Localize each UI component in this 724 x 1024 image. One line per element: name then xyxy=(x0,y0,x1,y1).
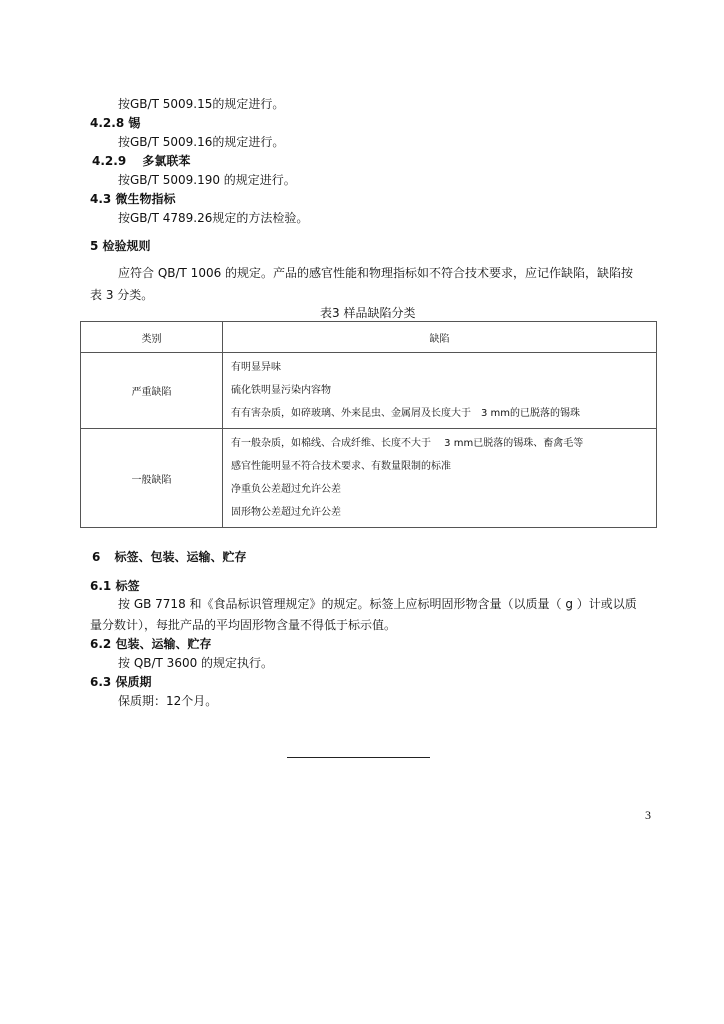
sec-5-paragraph-line2: 表 3 分类。 xyxy=(90,288,154,302)
sec-6-2-number: 6.2 xyxy=(90,637,112,651)
sec-6-1-title: 标签 xyxy=(115,579,140,593)
defect-classification-table xyxy=(80,321,657,528)
defect-item: 感官性能明显不符合技术要求、有数量限制的标准 xyxy=(231,461,451,472)
sec-6-1-line2: 量分数计），每批产品的平均固形物含量不得低于标示值。 xyxy=(90,618,397,632)
sec-4-2-9-title: 多氯联苯 xyxy=(142,154,191,168)
defect-item: 有有害杂质，如碎玻璃、外来昆虫、金属屑及长度大于 3 mm的已脱落的锡珠 xyxy=(231,408,581,419)
sec-4-3-number: 4.3 xyxy=(90,192,112,206)
sec-4-2-9-heading xyxy=(92,153,190,169)
defect-list-general xyxy=(223,429,657,528)
table-row-general xyxy=(81,429,657,528)
sec-4-2-8-title: 锡 xyxy=(128,116,141,130)
sec-4-3-text: 按GB/T 4789.26规定的方法检验。 xyxy=(118,211,309,225)
sec-6-3-title: 保质期 xyxy=(115,675,152,689)
table-caption: 表3 样品缺陷分类 xyxy=(320,306,416,320)
header-defect: 缺陷 xyxy=(223,322,657,353)
sec-6-1-number: 6.1 xyxy=(90,579,112,593)
defect-item: 有明显异味 xyxy=(231,362,281,373)
sec-5-paragraph xyxy=(90,262,670,306)
sec-6-3-heading xyxy=(90,674,151,690)
sec-4-3-heading xyxy=(90,191,175,207)
sec-6-2-title: 包装、运输、贮存 xyxy=(115,637,212,651)
sec-4-3-title: 微生物指标 xyxy=(115,192,176,206)
defect-item: 硫化铁明显污染内容物 xyxy=(231,385,331,396)
page-number: 3 xyxy=(645,808,651,822)
sec-4-2-9-text: 按GB/T 5009.190 的规定进行。 xyxy=(118,173,296,187)
sec-6-2-heading xyxy=(90,636,211,652)
sec-4-2-8-text: 按GB/T 5009.16的规定进行。 xyxy=(118,135,285,149)
end-of-document-rule xyxy=(287,757,430,758)
sec-5-heading xyxy=(90,238,151,254)
defect-item: 净重负公差超过允许公差 xyxy=(231,484,341,495)
defect-item: 有一般杂质，如棉线、合成纤维、长度不大于 3 mm已脱落的锡珠、畜禽毛等 xyxy=(231,438,584,449)
sec-6-1-paragraph xyxy=(90,594,670,636)
sec-6-3-number: 6.3 xyxy=(90,675,112,689)
defect-list-serious xyxy=(223,353,657,429)
sec-5-title: 检验规则 xyxy=(102,239,151,253)
sec-6-1-heading xyxy=(90,578,139,594)
sec-5-number: 5 xyxy=(90,239,99,253)
defect-item: 固形物公差超过允许公差 xyxy=(231,507,341,518)
header-category: 类别 xyxy=(81,322,223,353)
sec-6-title: 标签、包装、运输、贮存 xyxy=(114,550,247,564)
sec-4-2-8-number: 4.2.8 xyxy=(90,116,125,130)
sec-4-2-7-text: 按GB/T 5009.15的规定进行。 xyxy=(118,97,285,111)
sec-6-number: 6 xyxy=(92,550,101,564)
category-serious: 严重缺陷 xyxy=(81,353,223,429)
sec-4-2-9-number: 4.2.9 xyxy=(92,154,127,168)
sec-6-2-text: 按 QB/T 3600 的规定执行。 xyxy=(118,656,274,670)
sec-6-3-text: 保质期：12个月。 xyxy=(118,694,218,708)
sec-6-1-line1: 按 GB 7718 和《食品标识管理规定》的规定。标签上应标明固形物含量（以质量（ g ）计或以质 xyxy=(118,597,637,611)
sec-4-2-8-heading xyxy=(90,115,140,131)
sec-6-heading xyxy=(92,549,247,565)
table-header-row xyxy=(81,322,657,353)
sec-5-paragraph-line1: 应符合 QB/T 1006 的规定。产品的感官性能和物理指标如不符合技术要求，应记作缺陷，缺陷按 xyxy=(118,266,634,280)
category-general: 一般缺陷 xyxy=(81,429,223,528)
table-row-serious xyxy=(81,353,657,429)
